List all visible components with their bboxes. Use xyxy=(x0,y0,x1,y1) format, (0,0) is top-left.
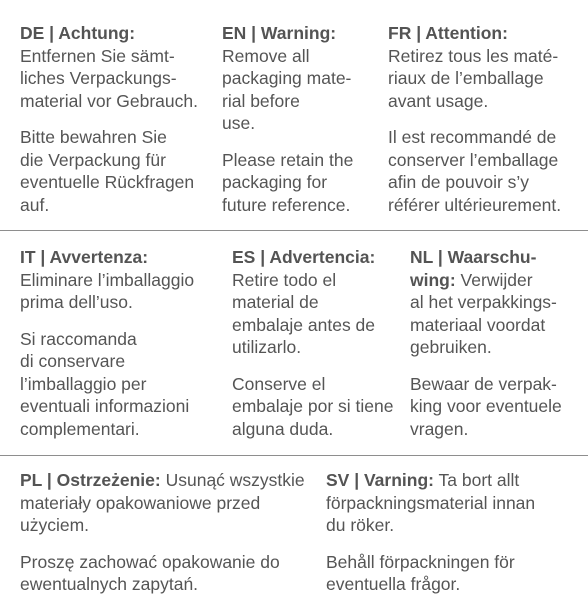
warning-instruction: Eliminare l’imballaggio prima dell’uso. xyxy=(20,269,195,312)
warning-heading: PL | Ostrzeżenie: xyxy=(20,470,161,490)
warning-heading: DE | Achtung: xyxy=(20,23,136,43)
warning-instruction: Retirez tous les maté- riaux de l’emballage avant usage. xyxy=(388,45,559,111)
warning-retention-note: Bewaar de verpak- king voor eventuele vragen. xyxy=(410,373,562,439)
warning-block-pl xyxy=(20,469,320,596)
warning-retention-note: Proszę zachować opakowanie do ewentualnych zapytań. xyxy=(20,551,280,594)
warning-instruction: Entfernen Sie sämt- liches Verpackungs- material vor Gebrauch. xyxy=(20,45,198,111)
warning-instruction: Remove all packaging mate- rial before use. xyxy=(222,45,352,133)
warning-block-de xyxy=(20,22,215,216)
warning-retention-note: Bitte bewahren Sie die Verpackung für eventuelle Rückfragen auf. xyxy=(20,127,195,215)
warning-retention-note: Conserve el embalaje por si tiene alguna duda. xyxy=(232,373,394,439)
warning-retention-note: Please retain the packaging for future reference. xyxy=(222,149,354,215)
warning-block-sv xyxy=(326,469,584,596)
warning-block-fr xyxy=(388,22,584,216)
warning-retention-note: Il est recommandé de conserver l’emballage afin de pouvoir s’y référer ultérieurement. xyxy=(388,127,562,215)
warning-retention-note: Behåll förpackningen för eventuella frågor. xyxy=(326,551,515,594)
warning-block-it xyxy=(20,246,220,440)
warning-instruction: Verwijder al het verpakkings- materiaal voordat gebruiken. xyxy=(410,269,557,357)
warning-block-nl xyxy=(410,246,584,440)
warning-heading: NL | Waarschu- wing: xyxy=(410,247,537,290)
warning-heading: SV | Varning: xyxy=(326,470,434,490)
section-divider xyxy=(0,230,588,231)
warning-heading: ES | Advertencia: xyxy=(232,247,376,267)
warning-heading: IT | Avvertenza: xyxy=(20,247,149,267)
warning-heading: FR | Attention: xyxy=(388,23,508,43)
warning-instruction: Usunąć wszystkie materiały opakowaniowe przed użyciem. xyxy=(20,470,305,535)
section-divider xyxy=(0,455,588,456)
warning-block-en xyxy=(222,22,382,216)
warning-retention-note: Si raccomanda di conservare l’imballaggio per eventuali informazioni complementari. xyxy=(20,328,190,439)
warning-instruction: Ta bort allt förpackningsmaterial innan du röker. xyxy=(326,470,536,535)
warning-instruction: Retire todo el material de embalaje antes de utilizarlo. xyxy=(232,269,376,357)
warning-heading: EN | Warning: xyxy=(222,23,337,43)
warning-block-es xyxy=(232,246,407,440)
